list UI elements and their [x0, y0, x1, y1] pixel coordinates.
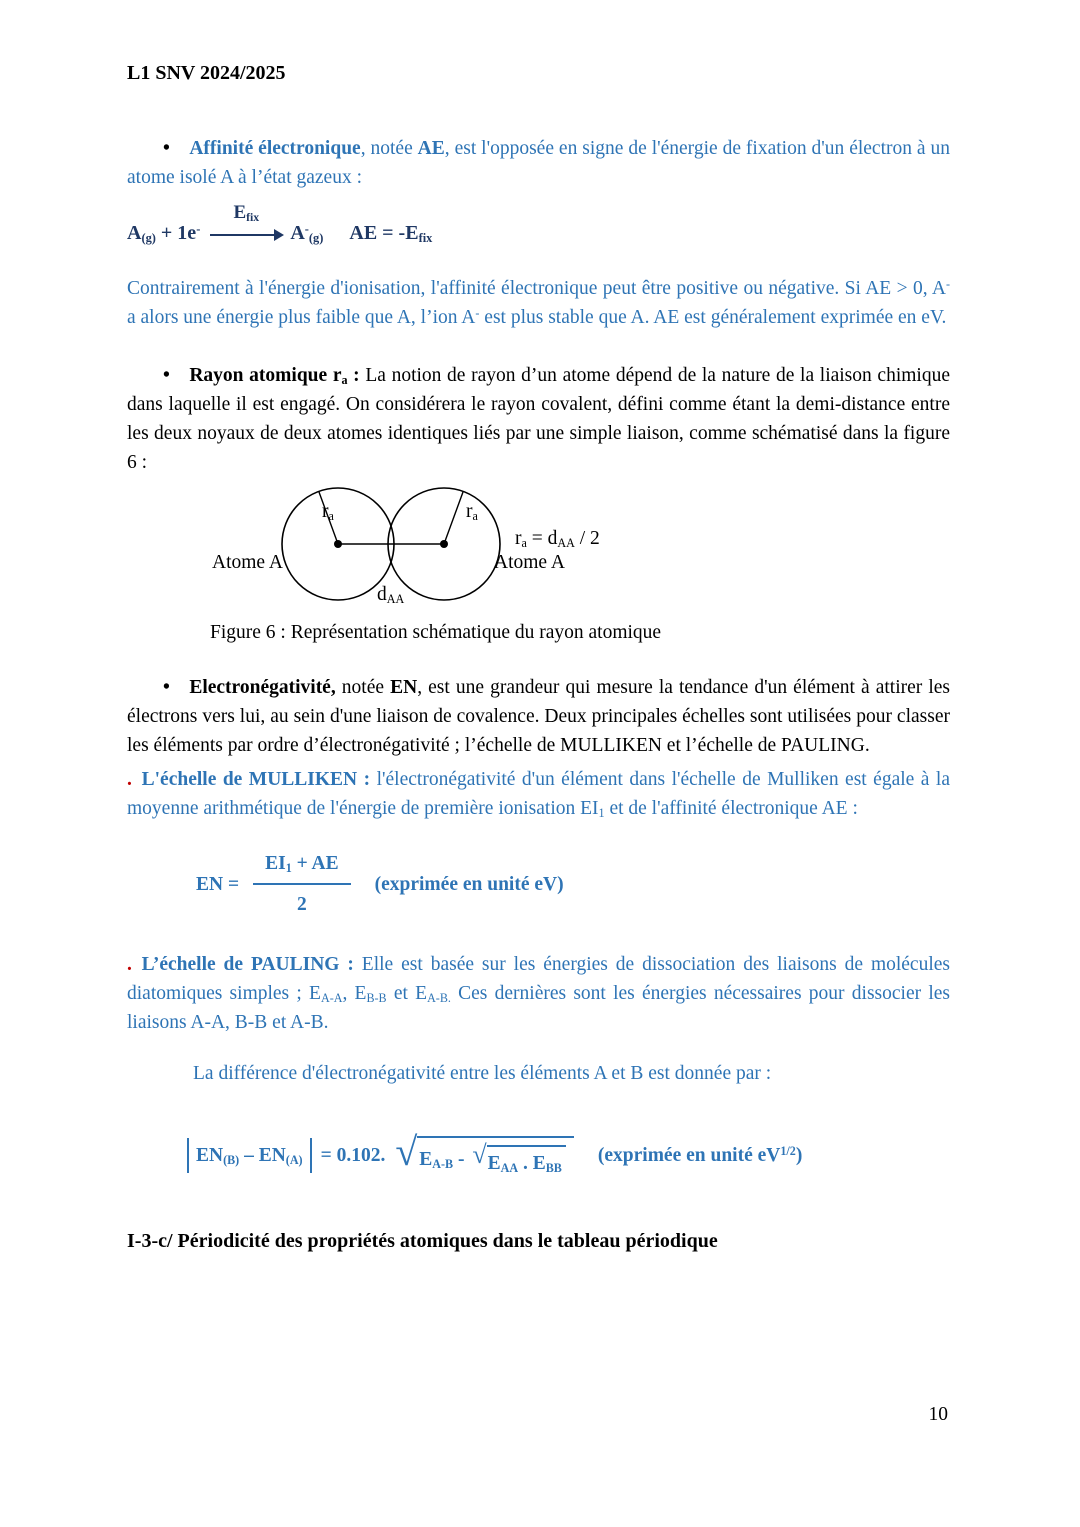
distance-label-daa: $d_{AA}$	[377, 583, 405, 606]
pauling-formula	[187, 1128, 950, 1178]
mulliken-formula	[196, 849, 950, 920]
paragraph-atomic-radius: • Rayon atomique $r_a$ : La notion de rayon d’un atome dépend de la nature de la liaison chimique dans laquelle il est engagé. On considérera le rayon covalent, défini comme étant la demi-distance entre les deux noyaux de deux atomes identiques liés par une simple liaison, comme schématisé dans la figure 6 :	[127, 364, 950, 474]
paragraph-en-difference: La différence d'électronégativité entre les éléments A et B est donnée par :	[193, 1063, 772, 1085]
radical-sign-icon: √	[395, 1128, 418, 1174]
page-number: 10	[928, 1404, 948, 1425]
fraction-denominator: 2	[296, 894, 307, 916]
paragraph-pauling-scale: . L’échelle de PAULING : Elle est basée sur les énergies de dissociation des liaisons de molécules diatomiques simples ; $E_{A-A}$, $E_{B-B}$ et $E_{A-B.}$ Ces dernières sont les énergies nécessaires pour dissocier les liaisons A-A, B-B et A-B.	[127, 953, 951, 1033]
inner-radicand: $E_{AA}$ . $E_{BB}$	[487, 1145, 566, 1178]
outer-radicand	[417, 1136, 574, 1178]
nucleus-dot-right	[440, 540, 448, 548]
arrow-label-efix: $E_{fix}$	[233, 201, 260, 224]
section-heading-periodicity: I-3-c/ Périodicité des propriétés atomiques dans le tableau périodique	[127, 1229, 718, 1252]
paragraph-electronegativity: • Electronégativité, notée EN, est une grandeur qui mesure la tendance d'un élément à attirer les électrons vers lui, au sein d'une liaison de covalence. Deux principales échelles sont utilisées pour classer les éléments par ordre d’électronégativité ; l’échelle de MULLIKEN et l’échelle de PAULING.	[127, 676, 950, 757]
radical-sign-icon: √	[472, 1139, 487, 1169]
formula-en-unit-note: (exprimée en unité eV)	[374, 873, 564, 895]
absolute-value-group: $EN_{(B)} - EN_{(A)}$	[187, 1138, 312, 1173]
atom-label-right: Atome A	[494, 551, 565, 573]
radius-line-right	[444, 492, 463, 544]
inner-radical	[472, 1139, 566, 1178]
formula-en-lhs: EN =	[196, 873, 240, 895]
radius-formula: $r_a = d_{AA} / 2$	[515, 527, 600, 550]
paragraph-electron-affinity: • Affinité électronique, notée AE, est l'opposée en signe de l'énergie de fixation d'un électron à un atome isolé A à l’état gazeux :	[127, 138, 951, 189]
fraction-numerator: $EI_1$ + AE	[253, 849, 351, 885]
paragraph-ae-sign: Contrairement à l'énergie d'ionisation, l'affinité électronique peut être positive ou négative. Si AE > 0, A- a alors une énergie plus faible que A, l’ion A- est plus stable que A. AE est généralement exprimée en eV.	[127, 276, 950, 329]
formula-pauling-unit-note: (exprimée en unité $eV^{1/2}$)	[597, 1143, 803, 1166]
radicand-term: $E_{A-B}$ -	[419, 1148, 470, 1171]
outer-radical	[395, 1128, 574, 1178]
fraction	[253, 849, 351, 920]
formula-equals: = 0.102.	[320, 1144, 386, 1166]
equation-result: AE = $-E_{fix}$	[349, 222, 433, 246]
atom-label-left: Atome A	[212, 551, 283, 573]
reaction-arrow-group	[210, 199, 282, 242]
radius-label-right: $r_a$	[466, 500, 478, 523]
figure-6-diagram	[127, 484, 950, 614]
equation-product: $A^-_{(g)}$	[290, 221, 324, 246]
course-header: L1 SNV 2024/2025	[127, 62, 286, 84]
right-arrow-icon	[210, 234, 282, 236]
figure-caption: Figure 6 : Représentation schématique du rayon atomique	[210, 621, 662, 643]
equation-reactants: $A_{(g)} + 1e^-$	[127, 221, 201, 246]
electron-affinity-equation	[127, 199, 950, 249]
paragraph-mulliken-scale: . L'échelle de MULLIKEN : l'électronégativité d'un élément dans l'échelle de Mulliken est égale à la moyenne arithmétique de l'énergie de première ionisation $EI_1$ et de l'affinité électronique AE :	[127, 768, 950, 820]
radius-label-left: $r_a$	[322, 500, 334, 523]
nucleus-dot-left	[334, 540, 342, 548]
